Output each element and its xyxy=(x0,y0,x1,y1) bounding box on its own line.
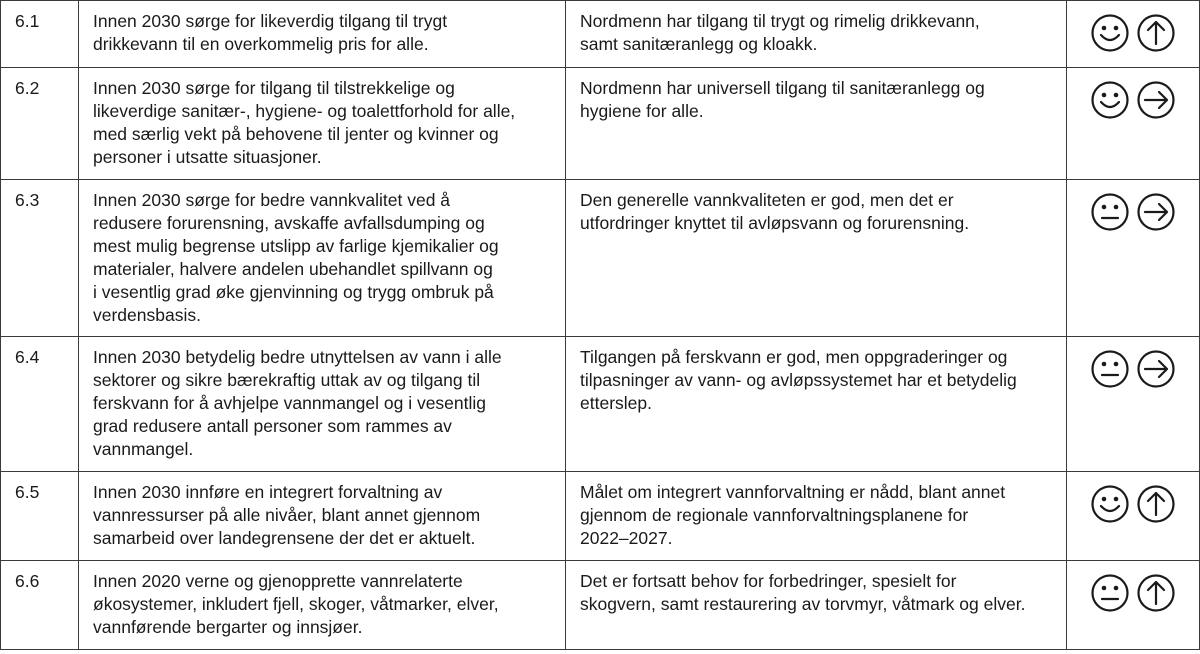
table-row xyxy=(1,68,1200,180)
table-row xyxy=(1,561,1200,650)
target-number: 6.5 xyxy=(1,472,79,561)
arrow-right-icon xyxy=(1136,349,1176,389)
status-text: Den generelle vannkvaliteten er god, men det er utfordringer knyttet til avløpsvann og forurensning. xyxy=(566,180,1067,337)
table-row xyxy=(1,337,1200,472)
status-text: Nordmenn har tilgang til trygt og rimelig drikkevann, samt sanitæranlegg og kloakk. xyxy=(566,1,1067,68)
status-text: Målet om integrert vannforvaltning er nådd, blant annet gjennom de regionale vannforvaltningsplanene for 2022–2027. xyxy=(566,472,1067,561)
target-text: Innen 2030 sørge for bedre vannkvalitet ved å redusere forurensning, avskaffe avfallsdumping og mest mulig begrense utslipp av farlige kjemikalier og materialer, halvere andelen ubehandlet spillvann og i vesentlig grad øke gjenvinning og trygg ombruk på verdensbasis. xyxy=(79,180,566,337)
status-text: Det er fortsatt behov for forbedringer, spesielt for skogvern, samt restaurering av torvmyr, våtmark og elver. xyxy=(566,561,1067,650)
assessment-cell xyxy=(1067,472,1200,561)
assessment-cell xyxy=(1067,68,1200,180)
target-number: 6.3 xyxy=(1,180,79,337)
assessment-cell xyxy=(1067,337,1200,472)
neutral-face-icon xyxy=(1090,349,1130,389)
target-number: 6.6 xyxy=(1,561,79,650)
arrow-right-icon xyxy=(1136,80,1176,120)
table-row xyxy=(1,1,1200,68)
neutral-face-icon xyxy=(1090,573,1130,613)
target-text: Innen 2030 betydelig bedre utnyttelsen av vann i alle sektorer og sikre bærekraftig uttak av og tilgang til ferskvann for å avhjelpe vannmangel og i vesentlig grad redusere antall personer som rammes av vannmangel. xyxy=(79,337,566,472)
status-text: Nordmenn har universell tilgang til sanitæranlegg og hygiene for alle. xyxy=(566,68,1067,180)
smiley-face-icon xyxy=(1090,80,1130,120)
arrow-up-icon xyxy=(1136,573,1176,613)
arrow-right-icon xyxy=(1136,192,1176,232)
target-text: Innen 2030 sørge for tilgang til tilstrekkelige og likeverdige sanitær-, hygiene- og toalettforhold for alle, med særlig vekt på behovene til jenter og kvinner og personer i utsatte situasjoner. xyxy=(79,68,566,180)
smiley-face-icon xyxy=(1090,484,1130,524)
assessment-cell xyxy=(1067,180,1200,337)
status-text: Tilgangen på ferskvann er god, men oppgraderinger og tilpasninger av vann- og avløpssystemet har et betydelig etterslep. xyxy=(566,337,1067,472)
table-row xyxy=(1,472,1200,561)
neutral-face-icon xyxy=(1090,192,1130,232)
table-row xyxy=(1,180,1200,337)
target-text: Innen 2030 innføre en integrert forvaltning av vannressurser på alle nivåer, blant annet gjennom samarbeid over landegrensene der det er aktuelt. xyxy=(79,472,566,561)
target-text: Innen 2020 verne og gjenopprette vannrelaterte økosystemer, inkludert fjell, skoger, våtmarker, elver, vannførende bergarter og innsjøer. xyxy=(79,561,566,650)
arrow-up-icon xyxy=(1136,13,1176,53)
smiley-face-icon xyxy=(1090,13,1130,53)
target-text: Innen 2030 sørge for likeverdig tilgang til trygt drikkevann til en overkommelig pris for alle. xyxy=(79,1,566,68)
target-number: 6.4 xyxy=(1,337,79,472)
assessment-cell xyxy=(1067,1,1200,68)
arrow-up-icon xyxy=(1136,484,1176,524)
assessment-cell xyxy=(1067,561,1200,650)
target-number: 6.1 xyxy=(1,1,79,68)
target-number: 6.2 xyxy=(1,68,79,180)
